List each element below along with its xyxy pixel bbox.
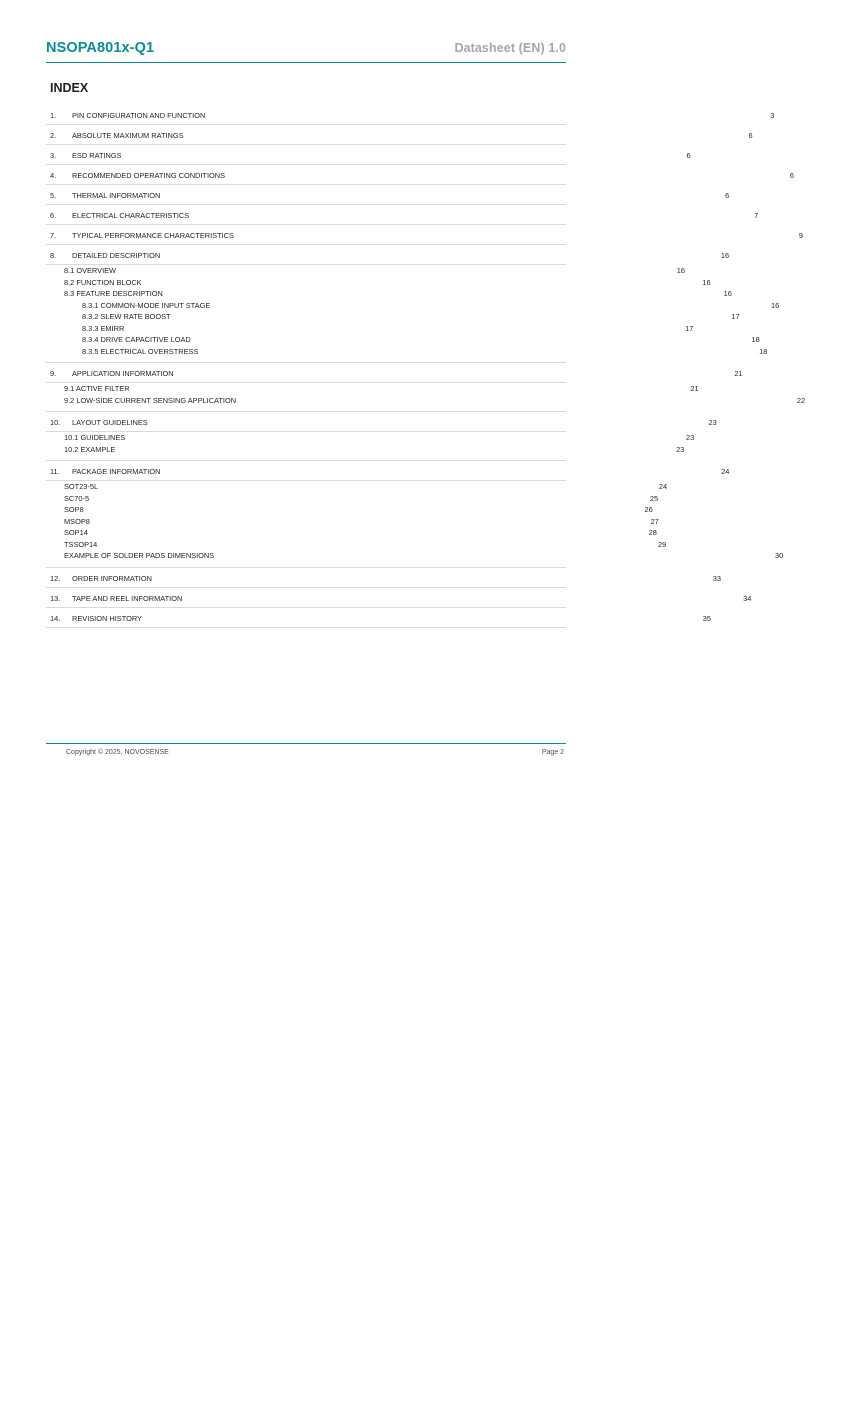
toc-entry[interactable] [46,265,686,277]
toc-entry[interactable] [46,527,657,539]
toc-entry-page: 18 [759,346,768,356]
page-header [46,0,566,62]
toc-entry-label: 8.3.4 DRIVE CAPACITIVE LOAD [82,335,191,344]
toc-entry-page: 21 [690,384,699,393]
toc-entry-number: 13. [50,593,61,603]
toc-entry-page: 16 [720,251,730,260]
toc-entry-label: SOP8 [64,505,84,514]
toc-entry-page: 24 [721,467,730,476]
toc-entry-page: 24 [658,482,668,491]
toc-entry-page: 16 [723,289,732,298]
toc-entry-page: 17 [731,312,740,321]
toc-entry-page: 34 [743,593,752,603]
toc-entry[interactable] [46,493,659,505]
toc-entry-label: TYPICAL PERFORMANCE CHARACTERISTICS [72,231,234,240]
toc-entry-page: 21 [734,369,743,378]
toc-entry[interactable] [46,516,659,528]
toc-entry-label: LAYOUT GUIDELINES [72,418,148,427]
toc-entry-label: RECOMMENDED OPERATING CONDITIONS [72,171,226,180]
toc-entry-label: APPLICATION INFORMATION [72,369,174,378]
toc-entry-label: REVISION HISTORY [72,613,142,623]
toc-entry-label: 10.2 EXAMPLE [64,444,116,454]
toc-entry-number: 5. [50,191,57,200]
toc-entry-label: 10.1 GUIDELINES [64,433,126,442]
toc-entry-label: PACKAGE INFORMATION [72,467,161,476]
toc-entry[interactable] [46,539,667,551]
toc-entry-label: 8.2 FUNCTION BLOCK [64,277,142,287]
toc-entry-page: 18 [751,335,760,344]
index-heading: INDEX [50,81,89,95]
toc-entry-page: 6 [686,151,691,160]
toc-entry-label: TSSOP14 [64,539,98,549]
toc-entry-label: 8.3.2 SLEW RATE BOOST [82,312,171,321]
toc-entry-page: 6 [748,131,753,140]
toc-entry-page: 35 [702,613,711,623]
toc-entry-label: 8.3.1 COMMON-MODE INPUT STAGE [82,300,211,310]
toc-entry-number: 10. [50,418,61,427]
page-footer [46,743,566,756]
toc-entry-page: 9 [798,231,803,240]
toc-entry-number: 14. [50,613,61,623]
toc-entry-number: 7. [50,231,57,240]
toc-entry-label: 8.3 FEATURE DESCRIPTION [64,289,163,298]
toc-entry-page: 28 [648,528,657,537]
toc-entry-label: 8.3.3 EMIRR [82,323,125,333]
toc-entry-number: 9. [50,369,57,378]
toc-entry-page: 16 [702,277,711,287]
toc-entry-label: ESD RATINGS [72,151,122,160]
toc-entry-page: 6 [789,171,795,180]
toc-entry-page: 23 [708,418,717,427]
toc-entry-page: 6 [725,191,730,200]
toc-entry-number: 4. [50,171,57,180]
toc-entry-label: SOT23-5L [64,482,99,491]
footer-page-number: Page 2 [541,749,564,756]
toc-entry-page: 23 [685,433,695,442]
toc-entry-page: 27 [650,516,659,526]
table-of-contents [46,105,806,628]
toc-entry-page: 25 [649,493,659,503]
toc-entry-label: SOP14 [64,528,88,537]
toc-entry-label: EXAMPLE OF SOLDER PADS DIMENSIONS [64,551,215,560]
header-divider [46,62,566,63]
toc-entry[interactable] [46,444,685,456]
toc-entry-label: MSOP8 [64,516,90,526]
toc-entry-label: ABSOLUTE MAXIMUM RATINGS [72,131,184,140]
toc-entry-label: 8.3.5 ELECTRICAL OVERSTRESS [82,346,199,356]
toc-entry[interactable] [46,504,653,516]
toc-entry-page: 23 [676,444,685,454]
toc-entry-page: 16 [676,266,686,275]
document-title: NSOPA801x-Q1 [46,40,155,56]
toc-entry-label: TAPE AND REEL INFORMATION [72,593,183,603]
toc-entry-label: DETAILED DESCRIPTION [72,251,161,260]
toc-entry[interactable] [46,481,668,493]
toc-entry-page: 33 [712,573,721,583]
toc-entry-label: SC70-5 [64,493,90,503]
toc-entry-page: 22 [796,395,806,405]
toc-entry-page: 26 [644,505,653,514]
document-subtitle: Datasheet (EN) 1.0 [454,41,566,55]
toc-entry-page: 16 [771,300,780,310]
toc-entry-number: 8. [50,251,57,260]
toc-entry-number: 1. [50,111,57,120]
toc-entry-page: 7 [754,211,759,220]
footer-copyright: Copyright © 2025, NOVOSENSE [66,749,169,756]
toc-entry-number: 6. [50,211,57,220]
toc-entry-label: ELECTRICAL CHARACTERISTICS [72,211,190,220]
toc-entry-number: 11. [50,467,60,476]
toc-entry-number: 3. [50,151,57,160]
toc-entry-number: 2. [50,131,57,140]
toc-entry-label: THERMAL INFORMATION [72,191,161,200]
toc-entry-page: 17 [685,323,694,333]
toc-entry[interactable] [46,105,775,125]
toc-entry-label: PIN CONFIGURATION AND FUNCTION [72,111,206,120]
toc-entry-page: 30 [774,551,784,560]
footer-divider [46,743,566,744]
toc-entry-label: 8.1 OVERVIEW [64,266,117,275]
toc-entry-page: 29 [658,539,667,549]
toc-entry-label: 9.2 LOW-SIDE CURRENT SENSING APPLICATION [64,395,237,405]
toc-entry-label: 9.1 ACTIVE FILTER [64,384,130,393]
toc-entry-label: ORDER INFORMATION [72,573,152,583]
toc-entry-page: 3 [770,111,775,120]
toc-entry-number: 12. [50,573,61,583]
